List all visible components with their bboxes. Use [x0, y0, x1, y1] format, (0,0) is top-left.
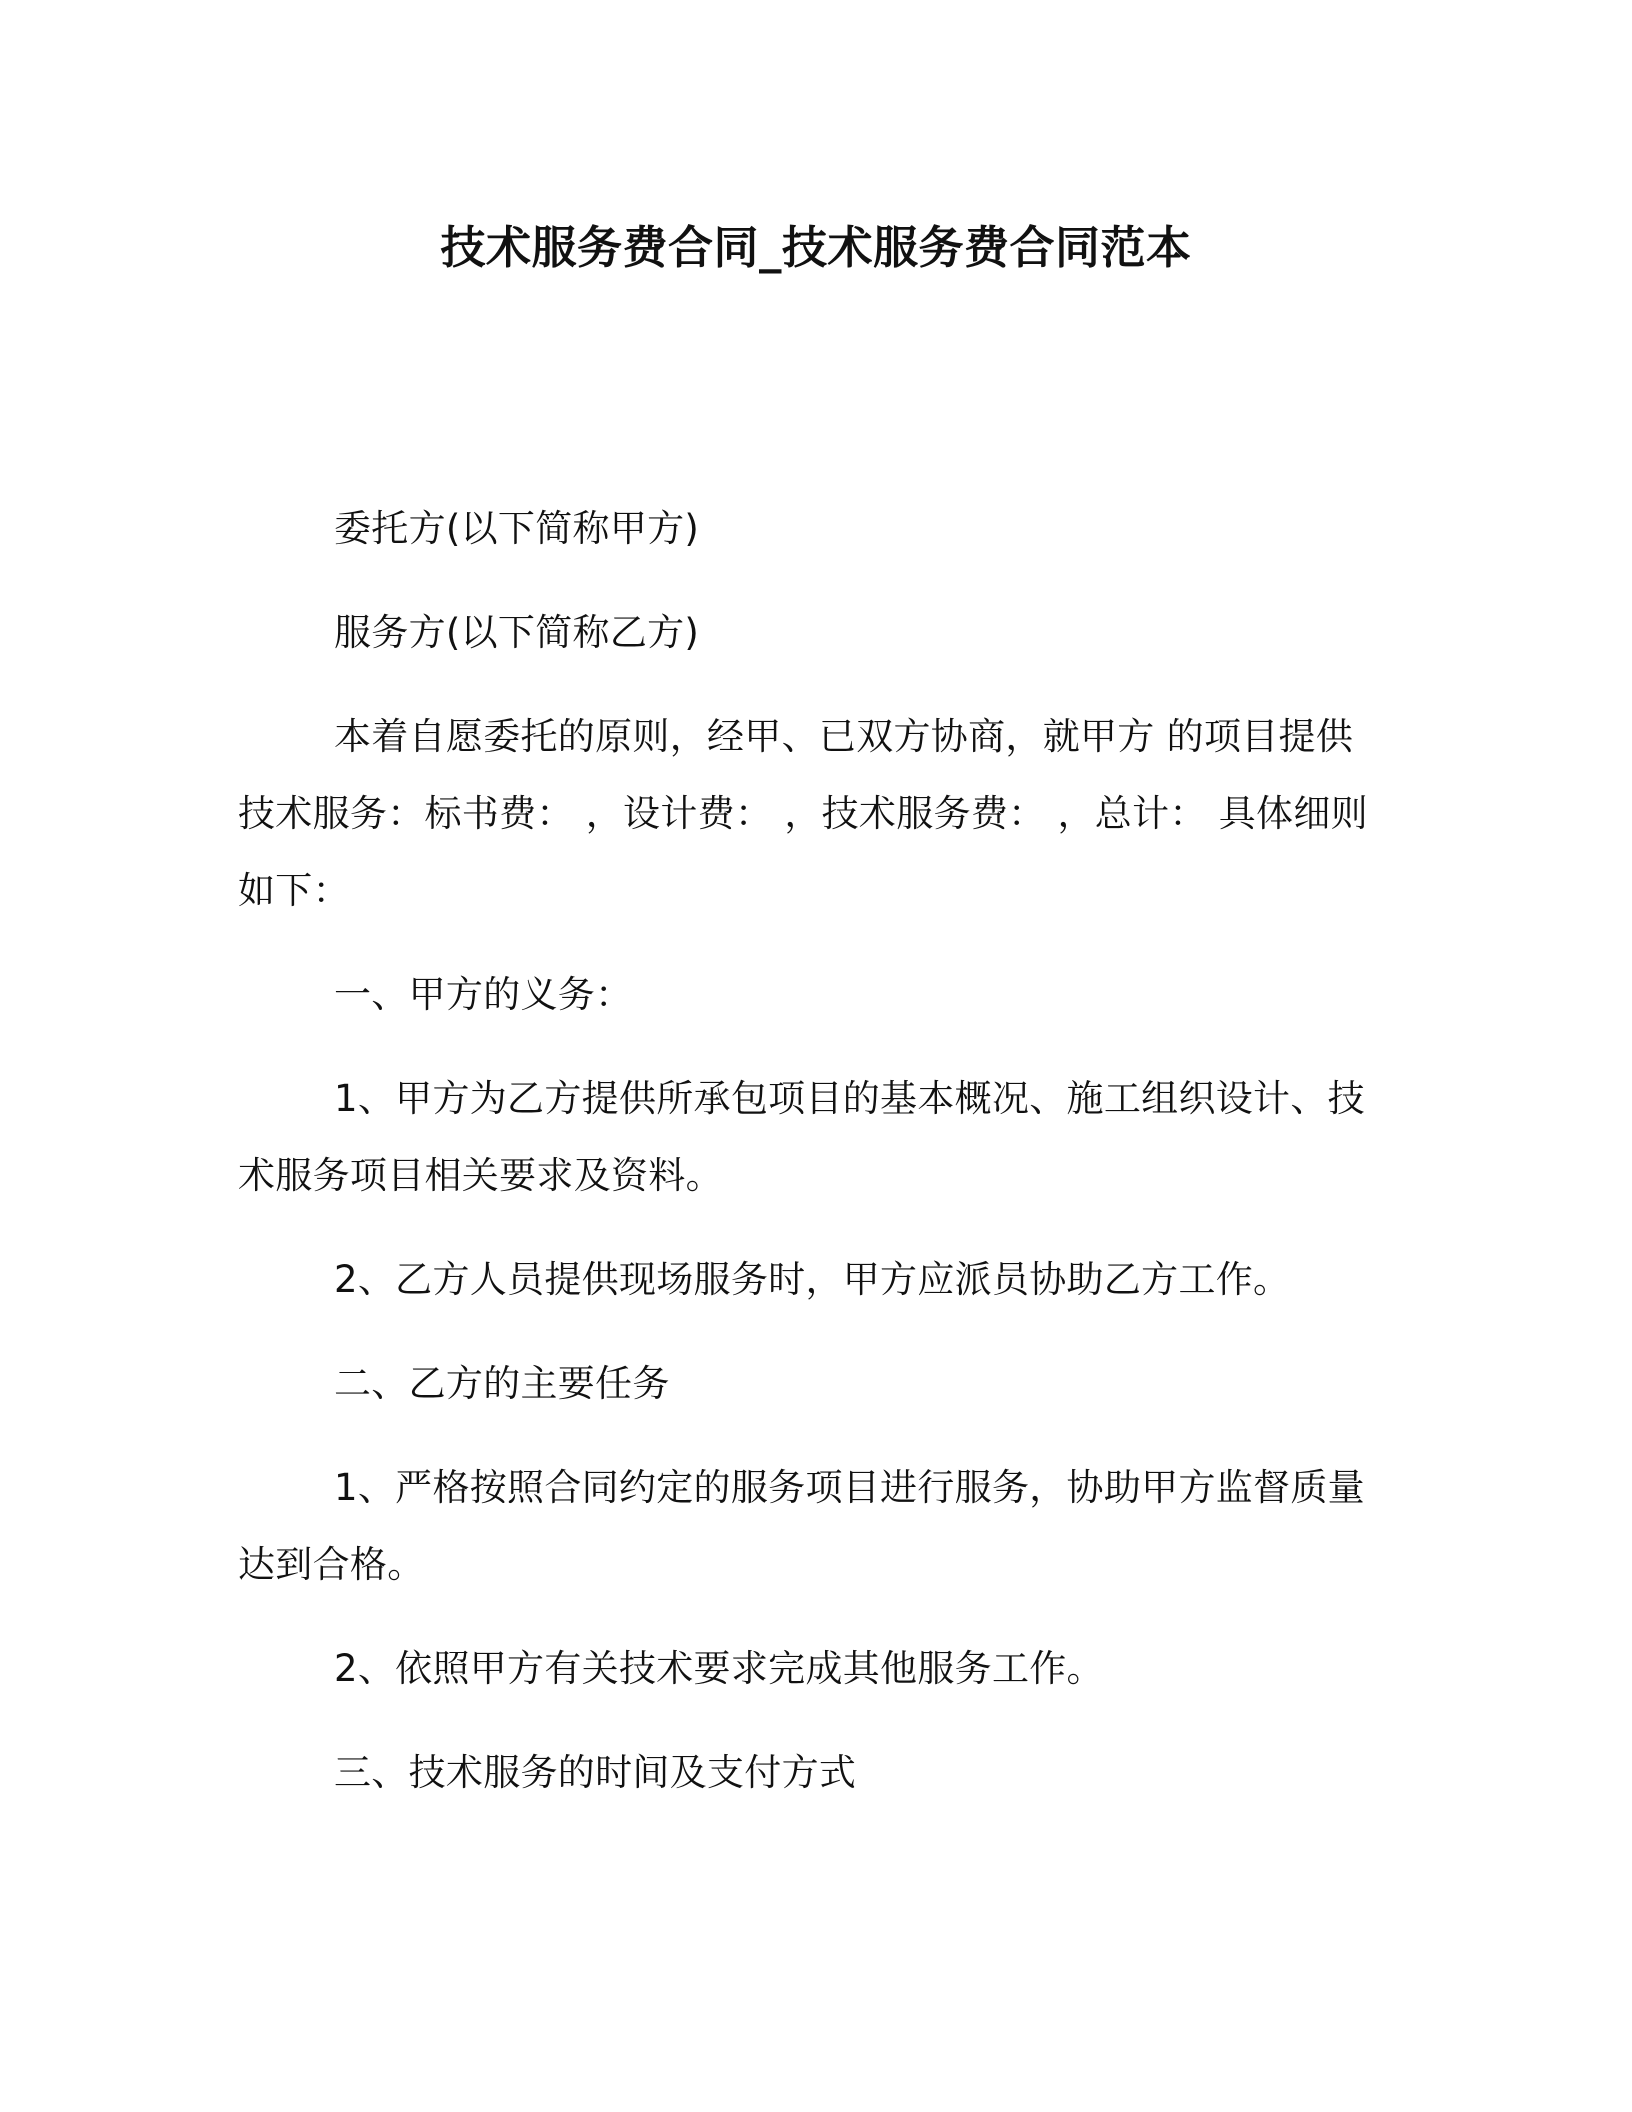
paragraph-party-a-item-1: 1、甲方为乙方提供所承包项目的基本概况、施工组织设计、技术服务项目相关要求及资料。: [238, 1077, 1365, 1197]
section-heading-party-b-tasks: 二、乙方的主要任务: [334, 1362, 670, 1405]
paragraph-party-a-item-2: 2、乙方人员提供现场服务时，甲方应派员协助乙方工作。: [334, 1258, 1291, 1301]
section-heading-time-and-payment: 三、技术服务的时间及支付方式: [334, 1751, 857, 1794]
paragraph-client: 委托方(以下简称甲方): [334, 507, 700, 550]
paragraph-preamble: 本着自愿委托的原则，经甲、已双方协商，就甲方 的项目提供技术服务：标书费： ，设计费： ，技术服务费： ，总计： 具体细则如下：: [238, 715, 1368, 912]
paragraph-provider: 服务方(以下简称乙方): [334, 611, 700, 654]
document-title: 技术服务费合同_技术服务费合同范本: [440, 221, 1192, 274]
document-body: [238, 490, 1378, 1838]
paragraph-party-b-item-1: 1、严格按照合同约定的服务项目进行服务，协助甲方监督质量达到合格。: [238, 1466, 1365, 1586]
paragraph-party-b-item-2: 2、依照甲方有关技术要求完成其他服务工作。: [334, 1647, 1104, 1690]
section-heading-party-a-obligations: 一、甲方的义务：: [334, 973, 633, 1016]
